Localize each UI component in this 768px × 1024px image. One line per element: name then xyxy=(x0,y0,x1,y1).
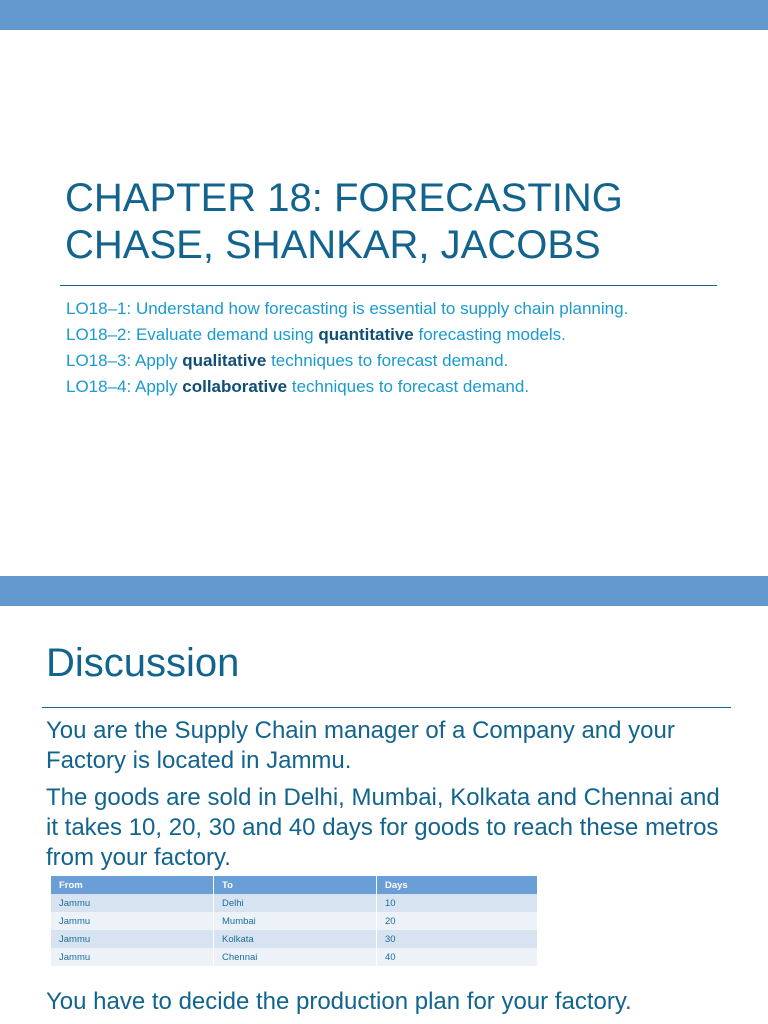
scenario-paragraph-2: The goods are sold in Delhi, Mumbai, Kolkata and Chennai and it takes 10, 20, 30 and 40 days for goods to reach these metros from your factory. xyxy=(46,784,720,871)
column-header-to: To xyxy=(214,876,377,894)
routes-table xyxy=(51,876,538,966)
table-row xyxy=(51,894,538,912)
column-header-from: From xyxy=(51,876,214,894)
table-cell: Jammu xyxy=(51,894,214,912)
chapter-title-line-1: CHAPTER 18: FORECASTING xyxy=(65,176,623,220)
chapter-title xyxy=(65,175,623,269)
table-cell: 10 xyxy=(377,894,538,912)
slide-2-top-bar xyxy=(0,576,768,606)
table-cell: Kolkata xyxy=(214,930,377,948)
table-row xyxy=(51,930,538,948)
table-row xyxy=(51,948,538,966)
table-cell: Mumbai xyxy=(214,912,377,930)
discussion-title: Discussion xyxy=(46,641,240,685)
table-cell: Jammu xyxy=(51,930,214,948)
learning-objective: LO18–2: Evaluate demand using quantitative forecasting models. xyxy=(66,325,566,344)
table-cell: 20 xyxy=(377,912,538,930)
learning-objective: LO18–1: Understand how forecasting is essential to supply chain planning. xyxy=(66,299,629,318)
table-cell: Chennai xyxy=(214,948,377,966)
table-cell: Jammu xyxy=(51,948,214,966)
table-cell: 30 xyxy=(377,930,538,948)
title-divider xyxy=(60,285,717,286)
table-row xyxy=(51,912,538,930)
table-cell: Delhi xyxy=(214,894,377,912)
slide-1-top-bar xyxy=(0,0,768,30)
scenario-paragraph-1: You are the Supply Chain manager of a Company and your Factory is located in Jammu. xyxy=(46,717,675,774)
table-cell: Jammu xyxy=(51,912,214,930)
table-header-row xyxy=(51,876,538,894)
learning-objectives-list xyxy=(66,298,666,402)
column-header-days: Days xyxy=(377,876,538,894)
discussion-divider xyxy=(42,707,731,708)
learning-objective: LO18–3: Apply qualitative techniques to forecast demand. xyxy=(66,351,509,370)
scenario-paragraph-3: You have to decide the production plan for your factory. xyxy=(46,988,632,1015)
table-cell: 40 xyxy=(377,948,538,966)
learning-objective: LO18–4: Apply collaborative techniques to forecast demand. xyxy=(66,377,530,396)
chapter-title-line-2: CHASE, SHANKAR, JACOBS xyxy=(65,223,601,267)
slide-2 xyxy=(0,576,768,1024)
